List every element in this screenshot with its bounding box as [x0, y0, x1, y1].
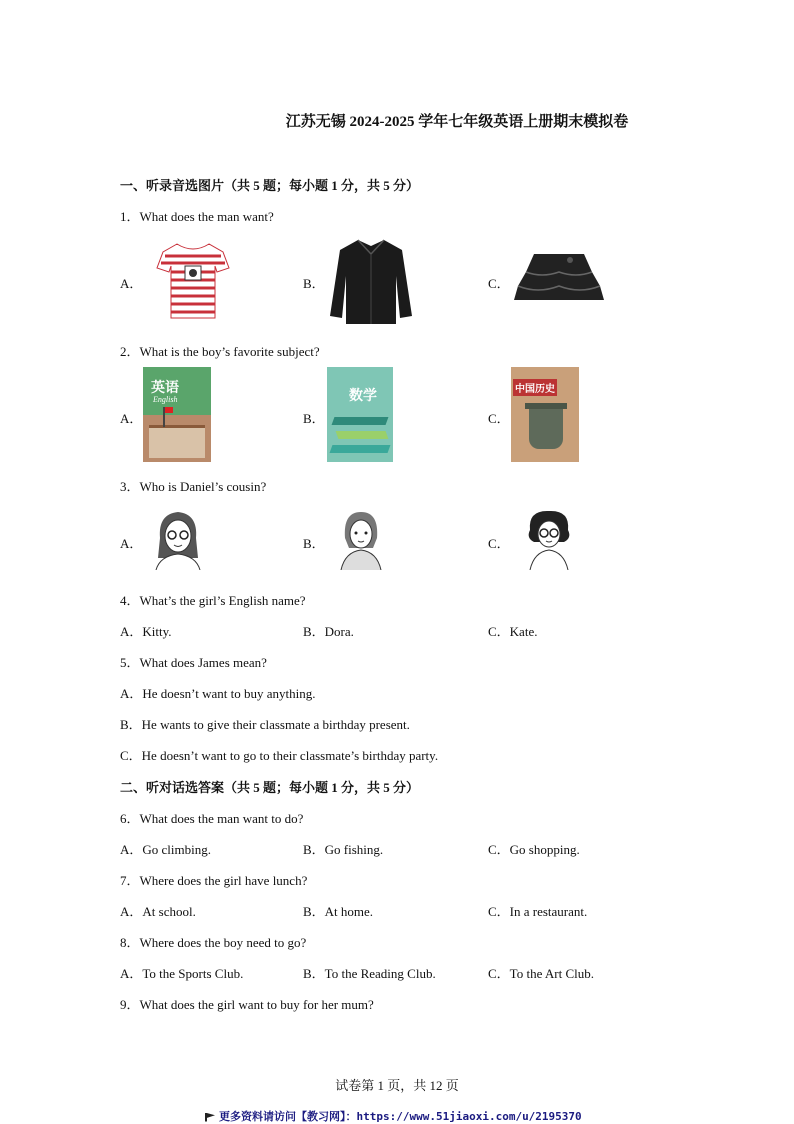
q8-option-a: A．To the Sports Club. — [120, 966, 244, 981]
q5-option-a: A．He doesn’t want to buy anything. — [120, 686, 316, 701]
q4-option-a: A．Kitty. — [120, 624, 172, 639]
q6-option-c: C．Go shopping. — [488, 842, 580, 857]
question-6: 6．What does the man want to do? — [120, 811, 304, 826]
girl-with-glasses-long-hair-image — [150, 508, 206, 570]
website-ad-link[interactable] — [205, 1108, 582, 1124]
q3-option-b-label: B． — [303, 536, 325, 551]
book-title-math: 数学 — [349, 388, 377, 404]
question-2: 2．What is the boy’s favorite subject? — [120, 344, 320, 359]
q7-option-b: B．At home. — [303, 904, 374, 919]
question-7: 7．Where does the girl have lunch? — [120, 873, 308, 888]
page-title: 江苏无锡 2024-2025 学年七年级英语上册期末模拟卷 — [285, 114, 629, 130]
q7-option-c: C．In a restaurant. — [488, 904, 588, 919]
english-textbook-image — [143, 367, 211, 462]
question-5: 5．What does James mean? — [120, 655, 267, 670]
q4-option-c: C．Kate. — [488, 624, 538, 639]
question-9: 9．What does the girl want to buy for her mum? — [120, 997, 374, 1012]
q1-option-b-label: B． — [303, 276, 325, 291]
book-title-history: 中国历史 — [513, 379, 557, 396]
black-skirt-image — [512, 250, 606, 308]
q8-option-b: B．To the Reading Club. — [303, 966, 436, 981]
q3-option-a-label: A． — [120, 536, 143, 551]
book-subtitle-english: English — [153, 395, 178, 404]
website-ad-text[interactable]: 更多资料请访问【教习网】：https://www.51jiaoxi.com/u/2195370 — [219, 1110, 582, 1123]
q6-option-a: A．Go climbing. — [120, 842, 211, 857]
q6-option-b: B．Go fishing. — [303, 842, 384, 857]
history-textbook-image — [511, 367, 579, 462]
section-1-heading: 一、听录音选图片（共 5 题；每小题 1 分，共 5 分） — [120, 178, 420, 193]
q3-option-c-label: C． — [488, 536, 510, 551]
q2-option-c-label: C． — [488, 411, 510, 426]
q8-option-c: C．To the Art Club. — [488, 966, 594, 981]
girl-curly-hair-glasses-image — [524, 508, 574, 570]
section-2-heading: 二、听对话选答案（共 5 题；每小题 1 分，共 5 分） — [120, 780, 420, 795]
q1-option-a-label: A． — [120, 276, 143, 291]
q2-option-a-label: A． — [120, 411, 143, 426]
girl-short-hair-image — [337, 508, 385, 570]
q1-option-c-label: C． — [488, 276, 510, 291]
q5-option-c: C．He doesn’t want to go to their classmate’s birthday party. — [120, 748, 439, 763]
q4-option-b: B．Dora. — [303, 624, 354, 639]
book-title-english: 英语 — [151, 380, 179, 396]
q5-option-b: B．He wants to give their classmate a birthday present. — [120, 717, 410, 732]
flag-icon — [205, 1113, 215, 1122]
black-shirt-image — [328, 236, 414, 326]
question-8: 8．Where does the boy need to go? — [120, 935, 307, 950]
question-4: 4．What’s the girl’s English name? — [120, 593, 306, 608]
question-1: 1．What does the man want? — [120, 209, 274, 224]
question-3: 3．Who is Daniel’s cousin? — [120, 479, 267, 494]
q7-option-a: A．At school. — [120, 904, 196, 919]
striped-tshirt-image — [155, 238, 231, 322]
q2-option-b-label: B． — [303, 411, 325, 426]
math-textbook-image — [327, 367, 393, 462]
page-number-footer: 试卷第 1 页，共 12 页 — [335, 1078, 459, 1093]
